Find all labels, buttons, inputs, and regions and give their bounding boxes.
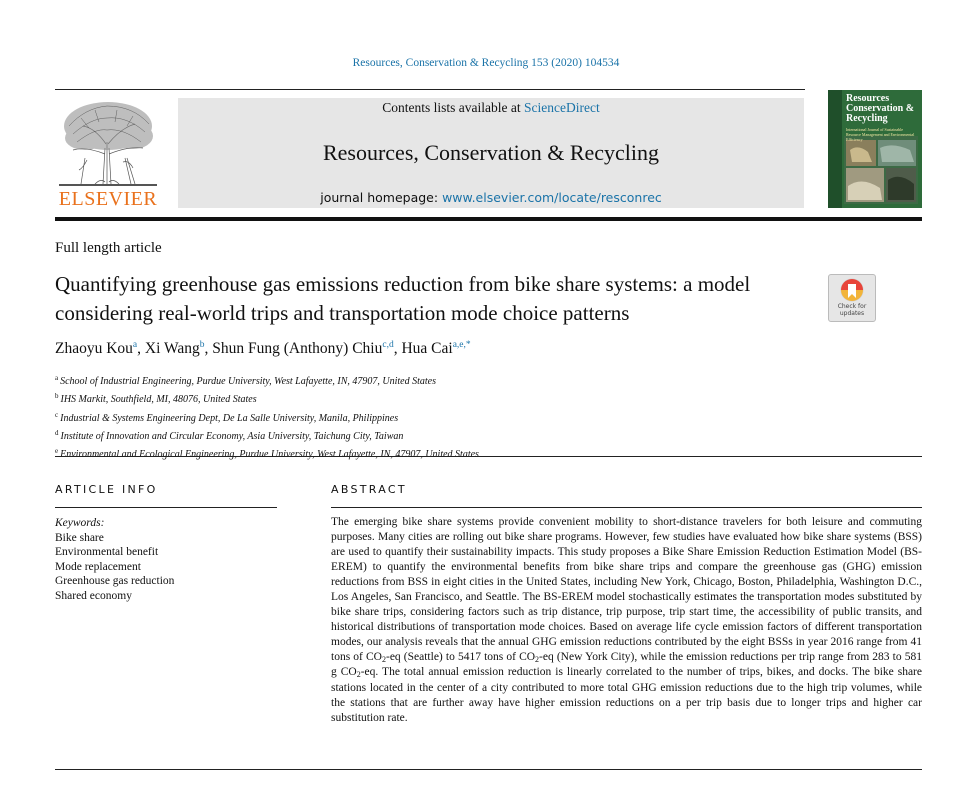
homepage-prefix: journal homepage:	[320, 190, 443, 205]
keyword-item: Greenhouse gas reduction	[55, 575, 175, 587]
affiliation-text: Institute of Innovation and Circular Economy, Asia University, Taichung City, Taiwan	[60, 430, 404, 442]
cover-title	[846, 94, 920, 124]
affiliation-text: IHS Markit, Southfield, MI, 48076, United States	[60, 394, 257, 406]
section-rule	[55, 456, 922, 457]
co2-subscript: 2	[381, 655, 386, 665]
author-name[interactable]: Shun Fung (Anthony) Chiu	[212, 340, 383, 357]
header-rule	[55, 89, 805, 90]
check-for-updates-button[interactable]	[828, 274, 876, 322]
keyword-item: Mode replacement	[55, 560, 141, 573]
journal-masthead	[178, 98, 804, 208]
cover-title-line-3: Recycling	[846, 113, 888, 124]
affiliation-label: d	[55, 428, 59, 437]
author-separator: ,	[137, 340, 145, 357]
affiliation-item	[55, 389, 479, 407]
cover-subtitle: International Journal of Sustainable Resource Management and Environmental Efficiency	[846, 127, 915, 142]
author-separator: ,	[204, 340, 213, 357]
check-line-1: Check for	[837, 303, 867, 310]
abstract-text	[331, 515, 922, 726]
author-separator: ,	[393, 340, 402, 357]
article-title: Quantifying greenhouse gas emissions reduction from bike share systems: a model considering real-world trips and transportation mode choice patterns	[55, 272, 751, 325]
footer-rule	[55, 769, 922, 770]
masthead-thick-rule	[55, 217, 922, 221]
affiliation-label: e	[55, 447, 59, 456]
affiliation-item	[55, 426, 479, 444]
keywords-label: Keywords:	[55, 517, 105, 529]
abstract-rule	[331, 507, 922, 508]
keyword-item: Environmental benefit	[55, 546, 159, 558]
check-line-2: updates	[839, 310, 865, 317]
keywords-block	[55, 516, 174, 603]
author-name[interactable]: Zhaoyu Kou	[55, 340, 133, 357]
author-list	[55, 340, 471, 358]
affiliation-label: b	[55, 392, 59, 401]
author-affil-sup[interactable]: c,d	[382, 340, 394, 350]
abstract-heading: ABSTRACT	[331, 483, 407, 496]
sciencedirect-link[interactable]: ScienceDirect	[524, 100, 600, 115]
affiliation-text: School of Industrial Engineering, Purdue University, West Lafayette, IN, 47907, United States	[60, 376, 436, 387]
crossmark-icon	[829, 275, 875, 303]
article-info-rule	[55, 507, 277, 508]
author-affil-sup[interactable]: b	[199, 340, 205, 350]
article-info-heading: ARTICLE INFO	[55, 483, 158, 496]
check-for-updates-label	[829, 303, 875, 317]
co2-subscript: 2	[356, 670, 361, 680]
affiliations	[55, 371, 479, 462]
cover-title-line-1: Resources	[846, 93, 890, 104]
affiliation-item	[55, 444, 479, 462]
abstract-part: The emerging bike share systems provide convenient mobility to short-distance travelers for both leisure and commuting purposes. Many cities are rolling out bike share programs. However, few studies have evaluated how bike share systems (BSS) are used to quantify their sustainability impacts. This study proposes a Bike Share Emission Reduction Estimation Model (BS-EREM) to quantify the environmental benefits from bike share trips and compare the greenhouse gas (GHG) emission reductions from BSS in eight cities in the United States, including New York, Chicago, Boston, Philadelphia, Washington D.C., Los Angeles, San Francisco, and Seattle. The BS-EREM model stochastically estimates the transportation modes substituted by bike share trips, considering factors such as trip distance, trip purpose, trip start time, the accessibility of public transits, and historical distributions of transportation mode choices. Based on average life cycle emission factors of different transportation modes, our analysis reveals that the annual GHG emission reductions contributed by the eight BSSs in year 2016 range from 41 tons of CO	[331, 516, 922, 664]
abstract-part: -eq (New York City), while the emission reductions per trip range from 283 to 581 g CO	[331, 651, 922, 679]
author-affil-sup[interactable]: a	[132, 340, 138, 350]
keyword-item: Bike share	[55, 531, 104, 544]
journal-title[interactable]: Resources, Conservation & Recycling	[322, 140, 660, 165]
affiliation-item	[55, 371, 479, 389]
co2-subscript: 2	[535, 655, 540, 665]
affiliation-item	[55, 408, 479, 426]
elsevier-tree-icon	[55, 98, 161, 188]
article-type: Full length article	[55, 240, 162, 256]
journal-cover-thumbnail[interactable]	[828, 90, 922, 208]
elsevier-wordmark: ELSEVIER	[58, 188, 158, 210]
author-name[interactable]: Hua Cai	[401, 340, 453, 357]
journal-citation[interactable]	[0, 57, 972, 69]
journal-homepage	[178, 190, 804, 205]
affiliation-text: Environmental and Ecological Engineering, Purdue University, West Lafayette, IN, 47907, United States	[60, 449, 479, 461]
affiliation-label: a	[55, 374, 59, 382]
abstract-part: -eq (Seattle) to 5417 tons of CO	[385, 651, 536, 664]
citation-link[interactable]: Resources, Conservation & Recycling 153 (2020) 104534	[352, 57, 620, 69]
affiliation-text: Industrial & Systems Engineering Dept, De La Salle University, Manila, Philippines	[60, 412, 399, 424]
abstract-part: -eq. The total annual emission reduction is linearly correlated to the number of trips, bikes, and docks. The bike share stations located in the center of a city contributed to more total GHG emission reductions due to the high trip volumes, while the stations that are further away have higher emission reductions on a per trip basis due to longer trips and higher car substitution rate.	[331, 666, 922, 724]
contents-prefix: Contents lists available at	[382, 100, 524, 115]
homepage-link[interactable]: www.elsevier.com/locate/resconrec	[442, 190, 662, 205]
affiliation-label: c	[55, 410, 59, 419]
author-name[interactable]: Xi Wang	[144, 340, 200, 357]
keyword-item: Shared economy	[55, 589, 132, 602]
elsevier-logo[interactable]	[55, 98, 161, 210]
author-affil-sup[interactable]: a,e,*	[452, 340, 471, 350]
cover-title-line-2: Conservation &	[846, 103, 915, 114]
contents-line	[178, 100, 804, 116]
